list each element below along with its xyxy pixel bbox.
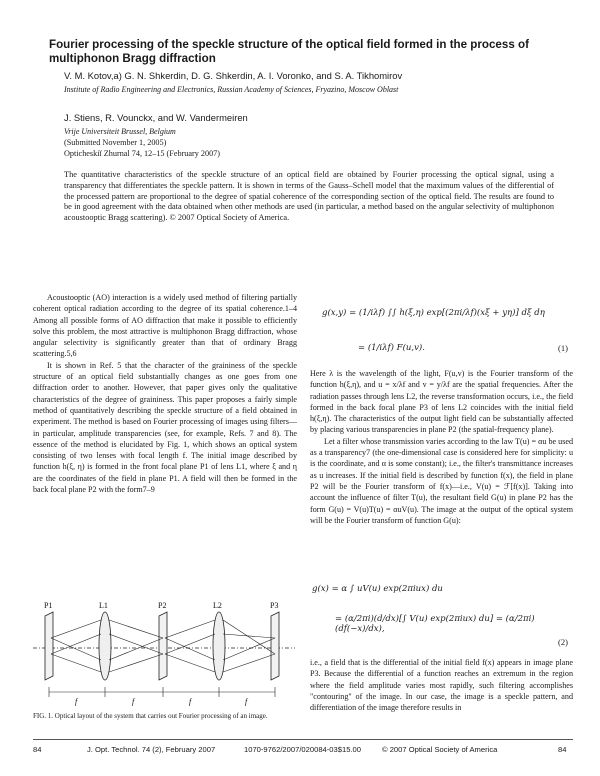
paragraph: It is shown in Ref. 5 that the character of the graininess of the speckle structure of an optical field substantially changes as one goes from one diffraction order to another. However, that paper gives only the qualitative characteristics of the degree of graininess. This paper proposes a fairly simple method of quantitatively describing the speckle structure of a field obtained in experiment. The method is based on Fourier processing of images using filters—in particular, amplitude transparencies (see, for example, Refs. 7 and 8). The essence of the method is elucidated by Fig. 1, which shows an optical system consisting of two lenses with focal length f. The initial image described by function h(ξ, η) is formed in the front focal plane P1 of lens L1, where ξ and η are the coordinates of the field in plane P1. A field will then be formed in the back focal plane P2 with the form7–9 <box>33 360 297 495</box>
plane-p1 <box>45 612 53 680</box>
affiliation-2: Vrije Universiteit Brussel, Belgium <box>64 127 176 136</box>
author-list-1: V. M. Kotov,a) G. N. Shkerdin, D. G. Shkerdin, A. I. Voronko, and S. A. Tikhomirov <box>64 70 403 81</box>
equation-2-line-1: g(x) = α ∫ uV(u) exp(2πiux) du <box>312 584 443 594</box>
label-l2: L2 <box>213 601 222 610</box>
copyright: © 2007 Optical Society of America <box>382 745 498 754</box>
paragraph: Acoustooptic (AO) interaction is a widely used method of filtering partially coherent optical radiation according to the degree of its spatial coherence.1–4 Among all possible forms of AO diffraction that make it possible to efficiently solve this problem, the most attractive is multiphonon Bragg diffraction, whose angular selectivity is significantly greater than that of ordinary Bragg scattering.5,6 <box>33 293 297 359</box>
paper-title: Fourier processing of the speckle structure of the optical field formed in the process of multiphonon Bragg diffraction <box>49 38 529 65</box>
journal-citation: Opticheskiĭ Zhurnal 74, 12–15 (February 2007) <box>64 149 220 158</box>
equation-1-line-1: g(x,y) = (1/iλf) ∫∫ h(ξ,η) exp[(2πi/λf)(xξ + yη)] dξ dη <box>322 308 545 318</box>
right-column-text <box>310 368 573 526</box>
label-f: f <box>245 697 248 706</box>
author-list-2: J. Stiens, R. Vounckx, and W. Vandermeiren <box>64 112 248 123</box>
equation-1-number: (1) <box>558 343 568 353</box>
lens-l2 <box>213 612 225 680</box>
page-number-right: 84 <box>558 745 567 754</box>
equation-2-number: (2) <box>558 637 568 647</box>
label-p3: P3 <box>270 601 279 610</box>
journal-reference: J. Opt. Technol. 74 (2), February 2007 <box>87 745 216 754</box>
figure-1-optical-layout <box>33 598 297 710</box>
submitted-date: (Submitted November 1, 2005) <box>64 138 167 147</box>
paragraph: Let a filter whose transmission varies according to the law T(u) = αu be used as a transparency7 (the one-dimensional case is considered here for simplicity: u is the coordinate, and α is some constant); i.e., the filter's transmittance increases as u increases. If the initial field is described by function f(x), the field in plane P2 will be the Fourier transform of f(x)—i.e., V(u) = ℱ[f(x)]. Taking into account the influence of filter T(u), the resultant field G(u) in plane P2 has the form G(u) = V(u)T(u) = αuV(u). The image at the output of the optical system will be the Fourier transform of function G(u): <box>310 436 573 525</box>
label-l1: L1 <box>99 601 108 610</box>
abstract: The quantitative characteristics of the speckle structure of an optical field are obtained by Fourier processing the optical signal, using a transparency that differentiates the speckle pattern. It is shown in terms of the Gauss–Schell model that the maximum values of the differential of the processed pattern are proportional to the degree of spatial coherence of the corresponding section of the optical field. The results are found to be in good agreement with the data obtained when other methods are used (in particular, a method based on the angular selectivity of multiphonon acoustooptic Bragg scattering). © 2007 Optical Society of America. <box>64 170 554 223</box>
label-p2: P2 <box>158 601 167 610</box>
label-f: f <box>189 697 192 706</box>
paragraph: Here λ is the wavelength of the light, F(u,v) is the Fourier transform of the function h(ξ,η), and u = x/λf and v = y/λf are the spatial frequencies. After the radiation passes through lens L2, the reverse transformation occurs, i.e., the field formed in the back focal plane P3 of lens L2 coincides with the initial field h(ξ,η). The characteristics of the output light field can be substantially affected by placing various transparencies in plane P2 (the spatial-frequency plane). <box>310 369 573 435</box>
equation-2-line-2: = (α/2πi)(d/dx)[∫ V(u) exp(2πiux) du] = (α/2πi)(df(−x)/dx), <box>335 614 535 634</box>
lens-l1 <box>99 612 111 680</box>
left-column <box>33 292 297 495</box>
label-p1: P1 <box>44 601 53 610</box>
footer-rule <box>33 739 573 740</box>
page-number-left: 84 <box>33 745 42 754</box>
equation-1-line-2: = (1/iλf) F(u,v). <box>358 343 425 353</box>
figure-1-caption: FIG. 1. Optical layout of the system that carries out Fourier processing of an image. <box>33 712 268 720</box>
label-f: f <box>75 697 78 706</box>
right-column-continuation: i.e., a field that is the differential of the initial field f(x) appears in image plane P3. Because the differential of a function reaches an extremum in the region where the field amplitude varies most rapidly, such filtering accomplishes "contouring" of the image. In our case, the image is a speckle pattern, and differentiation of the image therefore results in <box>310 658 573 713</box>
affiliation-1: Institute of Radio Engineering and Electronics, Russian Academy of Sciences, Fryazino, Moscow Oblast <box>64 85 399 94</box>
label-f: f <box>132 697 135 706</box>
plane-p3 <box>271 612 279 680</box>
article-code: 1070-9762/2007/020084-03$15.00 <box>244 745 361 754</box>
plane-p2 <box>159 612 167 680</box>
